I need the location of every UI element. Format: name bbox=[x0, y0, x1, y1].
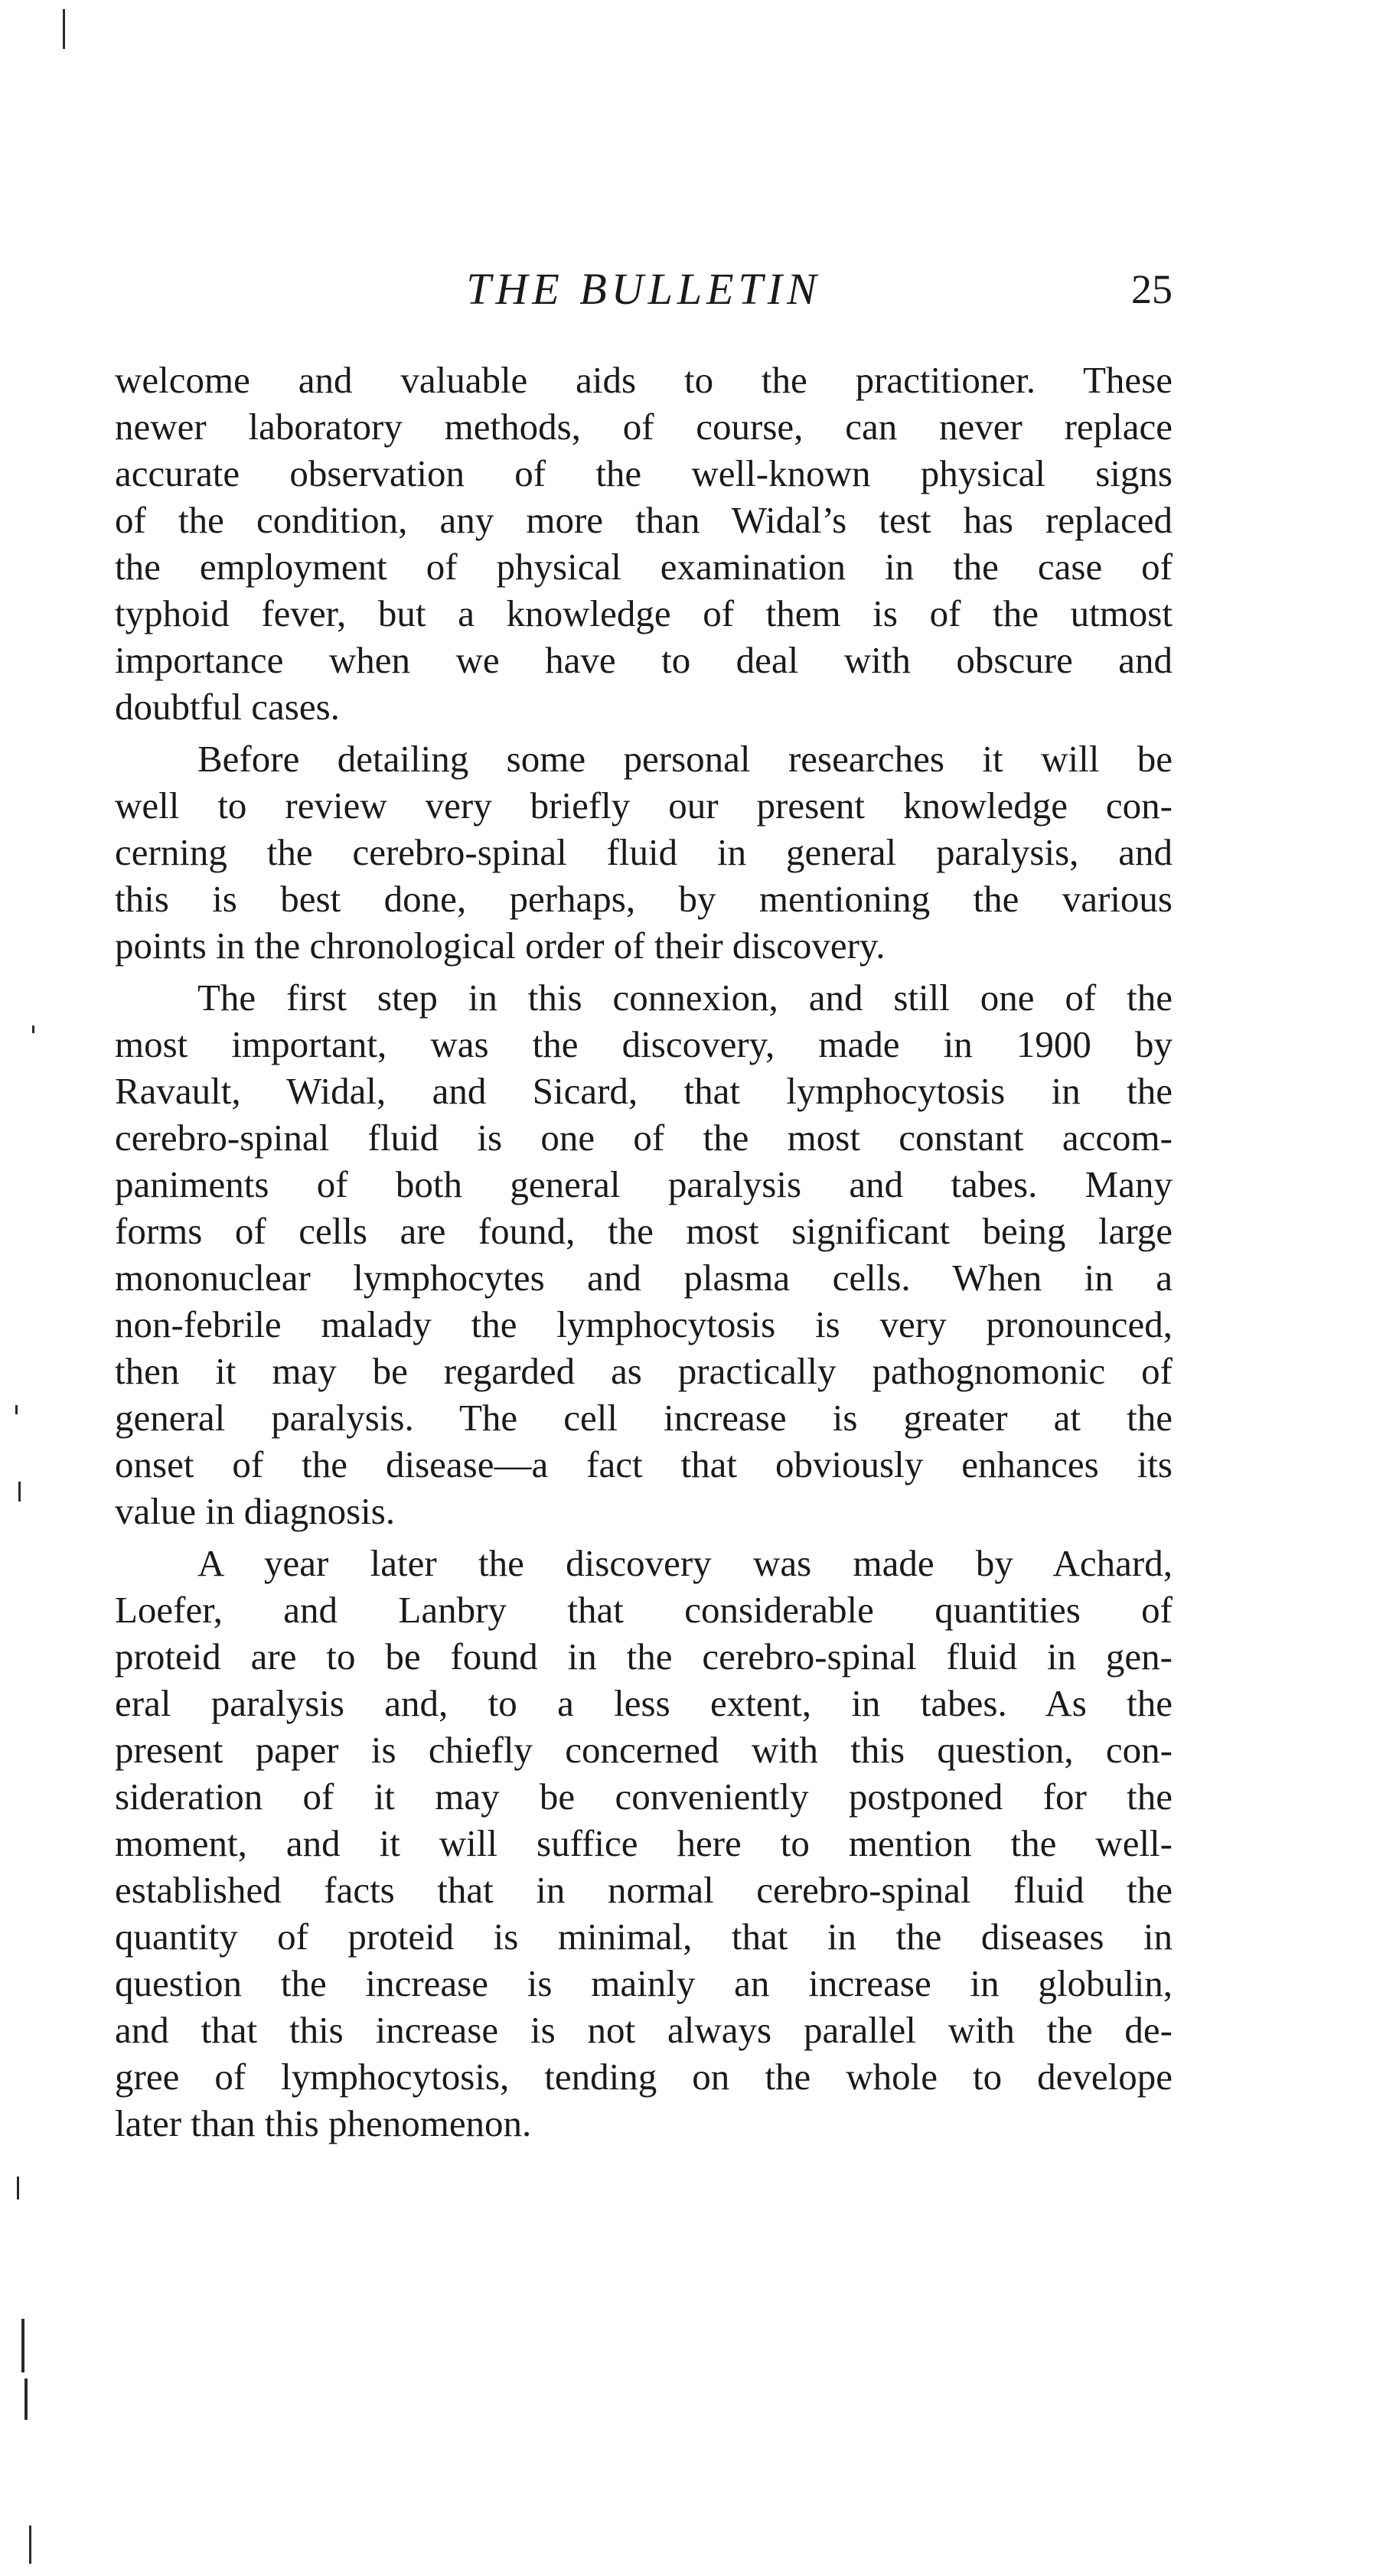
text-line: question the increase is mainly an increase in globulin, bbox=[115, 1962, 1173, 2004]
text-line: cerning the cerebro-spinal fluid in general paralysis, and bbox=[115, 831, 1173, 873]
text-line: proteid are to be found in the cerebro-spinal fluid in gen- bbox=[115, 1635, 1173, 1678]
text-line: general paralysis. The cell increase is greater at the bbox=[115, 1397, 1173, 1439]
scan-mark bbox=[18, 1482, 21, 1502]
paragraph-continuation bbox=[115, 357, 1173, 730]
scan-mark bbox=[63, 9, 65, 49]
scan-mark bbox=[17, 2177, 19, 2199]
text-line: Ravault, Widal, and Sicard, that lymphocytosis in the bbox=[115, 1070, 1173, 1112]
text-line: well to review very briefly our present knowledge con- bbox=[115, 784, 1173, 827]
text-line: welcome and valuable aids to the practitioner. These bbox=[115, 359, 1173, 401]
text-line: sideration of it may be conveniently postponed for the bbox=[115, 1775, 1173, 1818]
text-line: paniments of both general paralysis and tabes. Many bbox=[115, 1163, 1173, 1205]
text-line: quantity of proteid is minimal, that in the diseases in bbox=[115, 1916, 1173, 1958]
text-line: newer laboratory methods, of course, can never replace bbox=[115, 406, 1173, 448]
text-line: Before detailing some personal researches it will be bbox=[197, 738, 1173, 780]
page-number: 25 bbox=[1131, 266, 1173, 312]
text-line: most important, was the discovery, made in 1900 by bbox=[115, 1023, 1173, 1065]
text-line: established facts that in normal cerebro-spinal fluid the bbox=[115, 1869, 1173, 1911]
scan-mark bbox=[29, 2525, 31, 2564]
paragraph-researches bbox=[115, 735, 1173, 969]
text-line: eral paralysis and, to a less extent, in tabes. As the bbox=[115, 1682, 1173, 1724]
scan-mark bbox=[21, 2319, 24, 2372]
text-line: accurate observation of the well-known physical signs bbox=[115, 452, 1173, 494]
text-line: doubtful cases. bbox=[115, 686, 340, 728]
scan-mark bbox=[24, 2379, 28, 2420]
text-line: forms of cells are found, the most significant being large bbox=[115, 1210, 1173, 1252]
scan-mark bbox=[15, 1405, 18, 1414]
text-line: moment, and it will suffice here to mention the well- bbox=[115, 1822, 1173, 1864]
text-line: the employment of physical examination in the case of bbox=[115, 546, 1173, 588]
body-text bbox=[115, 357, 1173, 2147]
running-title: THE BULLETIN bbox=[466, 264, 821, 314]
margin-scan-marks bbox=[0, 0, 77, 2576]
text-line: cerebro-spinal fluid is one of the most constant accom- bbox=[115, 1117, 1173, 1159]
text-line: mononuclear lymphocytes and plasma cells. When in a bbox=[115, 1257, 1173, 1299]
text-line: value in diagnosis. bbox=[115, 1490, 396, 1532]
text-line: typhoid fever, but a knowledge of them is of the utmost bbox=[115, 592, 1173, 634]
text-line: importance when we have to deal with obscure and bbox=[115, 639, 1173, 681]
paragraph-proteid bbox=[115, 1540, 1173, 2147]
scan-mark bbox=[32, 1026, 34, 1033]
text-line: of the condition, any more than Widal’s test has replaced bbox=[115, 499, 1173, 541]
text-line: Loefer, and Lanbry that considerable quantities of bbox=[115, 1589, 1173, 1631]
text-line: gree of lymphocytosis, tending on the whole to develope bbox=[115, 2056, 1173, 2098]
text-line: non-febrile malady the lymphocytosis is very pronounced, bbox=[115, 1303, 1173, 1345]
page-header bbox=[115, 259, 1173, 320]
text-line: later than this phenomenon. bbox=[115, 2102, 532, 2144]
text-line: points in the chronological order of their discovery. bbox=[115, 924, 886, 967]
text-line: then it may be regarded as practically pathognomonic of bbox=[115, 1350, 1173, 1392]
text-line: this is best done, perhaps, by mentioning the various bbox=[115, 878, 1173, 920]
paragraph-lymphocytosis bbox=[115, 974, 1173, 1534]
text-line: onset of the disease—a fact that obviously enhances its bbox=[115, 1443, 1173, 1485]
text-line: and that this increase is not always parallel with the de- bbox=[115, 2009, 1173, 2051]
text-line: present paper is chiefly concerned with this question, con- bbox=[115, 1729, 1173, 1771]
text-line: A year later the discovery was made by Achard, bbox=[197, 1542, 1173, 1584]
text-line: The first step in this connexion, and still one of the bbox=[197, 977, 1173, 1019]
